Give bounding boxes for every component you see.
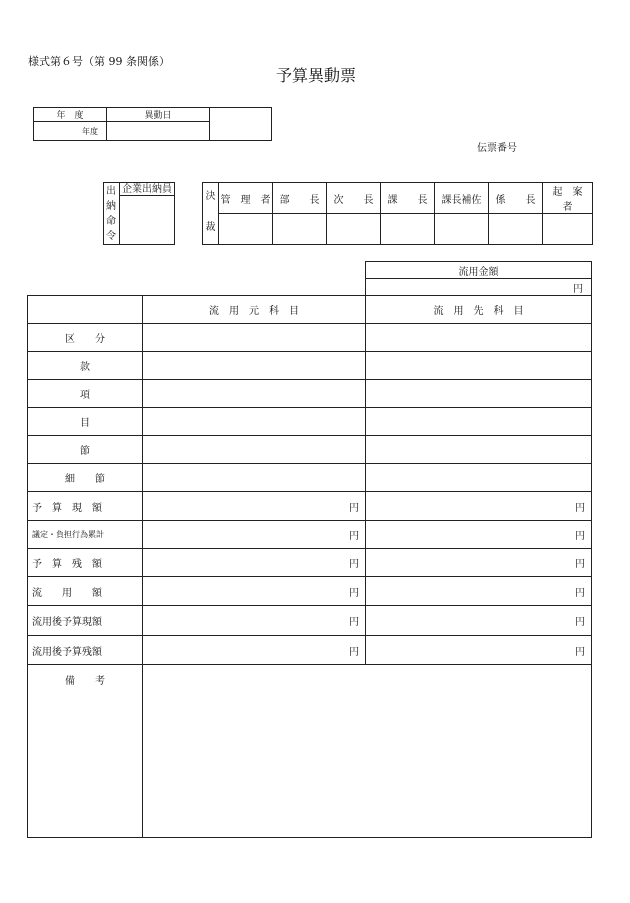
- approval-box: [202, 182, 593, 245]
- approval-col-drafter: 起 案 者: [543, 183, 593, 214]
- row-label-saisetsu: 細 節: [28, 464, 143, 492]
- row-label-remarks: 備 考: [28, 665, 143, 838]
- stamp-director[interactable]: [273, 214, 327, 245]
- source-committed-total[interactable]: 円: [143, 521, 366, 549]
- source-post-current-budget[interactable]: 円: [143, 606, 366, 636]
- dest-kan[interactable]: [366, 352, 592, 380]
- approval-col-assistant-chief: 課長補佐: [435, 183, 489, 214]
- form-number: 様式第６号（第 99 条関係）: [28, 55, 170, 68]
- dest-transfer-amount[interactable]: 円: [366, 577, 592, 606]
- year-header: 年 度: [34, 108, 107, 122]
- source-current-budget[interactable]: 円: [143, 492, 366, 521]
- source-post-remaining-budget[interactable]: 円: [143, 636, 366, 665]
- stamp-assistant-chief[interactable]: [435, 214, 489, 245]
- row-label-current-budget: 予 算 現 額: [28, 492, 143, 521]
- approval-side: [203, 183, 219, 245]
- approval-col-director: 部 長: [273, 183, 327, 214]
- row-label-post-current-budget: 流用後予算現額: [28, 606, 143, 636]
- stamp-subsection-chief[interactable]: [489, 214, 543, 245]
- change-date-header: 異動日: [107, 108, 210, 122]
- source-kan[interactable]: [143, 352, 366, 380]
- dest-header: 流 用 先 科 目: [366, 296, 592, 324]
- cashier-side-3: 命: [106, 216, 116, 227]
- source-transfer-amount[interactable]: 円: [143, 577, 366, 606]
- dest-current-budget[interactable]: 円: [366, 492, 592, 521]
- cashier-side-2: 納: [106, 201, 116, 212]
- cashier-side-4: 令: [106, 231, 116, 242]
- stamp-manager[interactable]: [219, 214, 273, 245]
- dest-saisetsu[interactable]: [366, 464, 592, 492]
- dest-committed-total[interactable]: 円: [366, 521, 592, 549]
- source-header: 流 用 元 科 目: [143, 296, 366, 324]
- page-title: 予算異動票: [276, 66, 357, 85]
- row-label-kou: 項: [28, 380, 143, 408]
- source-setsu[interactable]: [143, 436, 366, 464]
- cashier-header: 企業出納員: [122, 184, 172, 195]
- change-date-field[interactable]: [107, 122, 210, 141]
- transfer-amount-label: 流用金額: [366, 262, 592, 279]
- approval-col-manager: 管 理 者: [219, 183, 273, 214]
- transfer-amount-box: [365, 261, 592, 296]
- cashier-header-line: [119, 195, 174, 196]
- dest-post-remaining-budget[interactable]: 円: [366, 636, 592, 665]
- row-label-moku: 目: [28, 408, 143, 436]
- row-label-kan: 款: [28, 352, 143, 380]
- approval-side-1: 決: [205, 191, 216, 202]
- source-remaining-budget[interactable]: 円: [143, 549, 366, 577]
- row-label-remaining-budget: 予 算 残 額: [28, 549, 143, 577]
- remarks-field[interactable]: [143, 665, 592, 838]
- dest-moku[interactable]: [366, 408, 592, 436]
- stamp-deputy[interactable]: [327, 214, 381, 245]
- voucher-number-label: 伝票番号: [477, 143, 517, 154]
- stamp-section-chief[interactable]: [381, 214, 435, 245]
- source-moku[interactable]: [143, 408, 366, 436]
- dest-category[interactable]: [366, 324, 592, 352]
- transfer-amount-field[interactable]: 円: [366, 279, 592, 296]
- row-label-transfer-amount: 流 用 額: [28, 577, 143, 606]
- approval-col-deputy: 次 長: [327, 183, 381, 214]
- row-label-post-remaining-budget: 流用後予算残額: [28, 636, 143, 665]
- approval-col-subsection-chief: 係 長: [489, 183, 543, 214]
- row-label-category: 区 分: [28, 324, 143, 352]
- year-field[interactable]: 年度: [34, 122, 107, 141]
- dest-post-current-budget[interactable]: 円: [366, 606, 592, 636]
- row-label-committed-total: 議定・負担行為累計: [28, 521, 143, 549]
- row-label-setsu: 節: [28, 436, 143, 464]
- dest-setsu[interactable]: [366, 436, 592, 464]
- source-category[interactable]: [143, 324, 366, 352]
- source-saisetsu[interactable]: [143, 464, 366, 492]
- year-box-blank[interactable]: [210, 108, 272, 141]
- cashier-side-1: 出: [106, 186, 116, 197]
- year-box: [33, 107, 272, 141]
- source-kou[interactable]: [143, 380, 366, 408]
- main-table: [27, 295, 592, 838]
- approval-col-section-chief: 課 長: [381, 183, 435, 214]
- main-table-corner: [28, 296, 143, 324]
- cashier-divider: [119, 183, 120, 244]
- dest-kou[interactable]: [366, 380, 592, 408]
- stamp-drafter[interactable]: [543, 214, 593, 245]
- approval-side-2: 裁: [205, 222, 216, 233]
- dest-remaining-budget[interactable]: 円: [366, 549, 592, 577]
